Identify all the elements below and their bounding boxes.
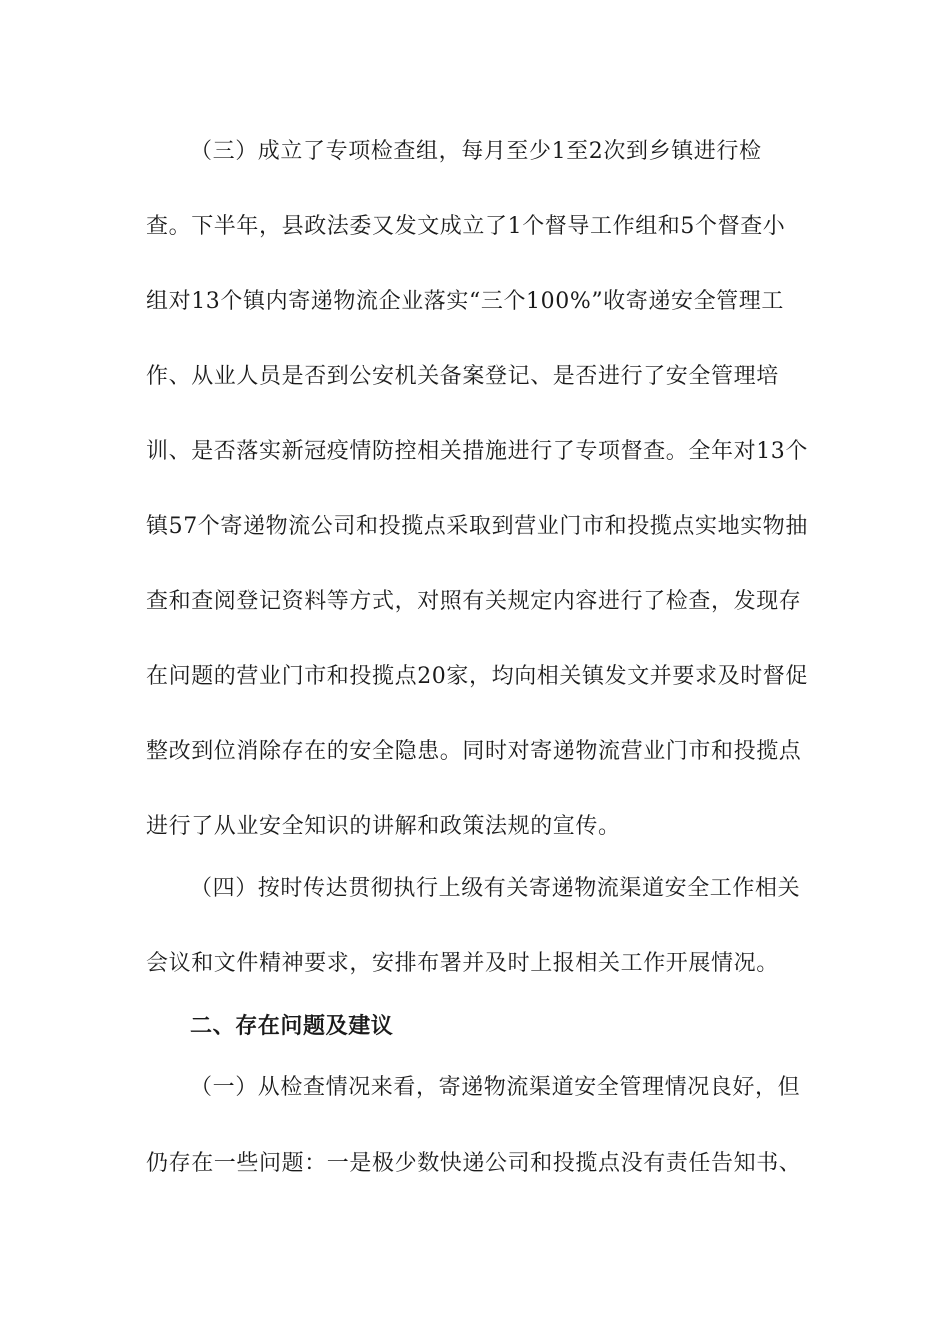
paragraph-line: 组对13个镇内寄递物流企业落实“三个100%”收寄递安全管理工: [146, 289, 784, 314]
paragraph-line: 整改到位消除存在的安全隐患。同时对寄递物流营业门市和投揽点: [146, 739, 802, 764]
paragraph-line: （四）按时传达贯彻执行上级有关寄递物流渠道安全工作相关: [190, 876, 801, 901]
paragraph-line: 镇57个寄递物流公司和投揽点采取到营业门市和投揽点实地实物抽: [146, 514, 808, 539]
paragraph-line: 会议和文件精神要求，安排布署并及时上报相关工作开展情况。: [146, 951, 779, 976]
paragraph-line: 仍存在一些问题：一是极少数快递公司和投揽点没有责任告知书、: [146, 1151, 802, 1176]
paragraph-line: 查。下半年，县政法委又发文成立了1个督导工作组和5个督查小: [146, 214, 786, 239]
paragraph-line: 在问题的营业门市和投揽点20家，均向相关镇发文并要求及时督促: [146, 664, 808, 689]
paragraph-line: 进行了从业安全知识的讲解和政策法规的宣传。: [146, 814, 621, 839]
paragraph-line: 查和查阅登记资料等方式，对照有关规定内容进行了检查，发现存: [146, 589, 802, 614]
paragraph-line: 训、是否落实新冠疫情防控相关措施进行了专项督查。全年对13个: [146, 439, 808, 464]
paragraph-line: （三）成立了专项检查组，每月至少1至2次到乡镇进行检: [190, 139, 762, 164]
paragraph-line: 作、从业人员是否到公安机关备案登记、是否进行了安全管理培: [146, 364, 779, 389]
section-heading: 二、存在问题及建议: [190, 1013, 394, 1039]
paragraph-line: （一）从检查情况来看，寄递物流渠道安全管理情况良好，但: [190, 1075, 801, 1100]
